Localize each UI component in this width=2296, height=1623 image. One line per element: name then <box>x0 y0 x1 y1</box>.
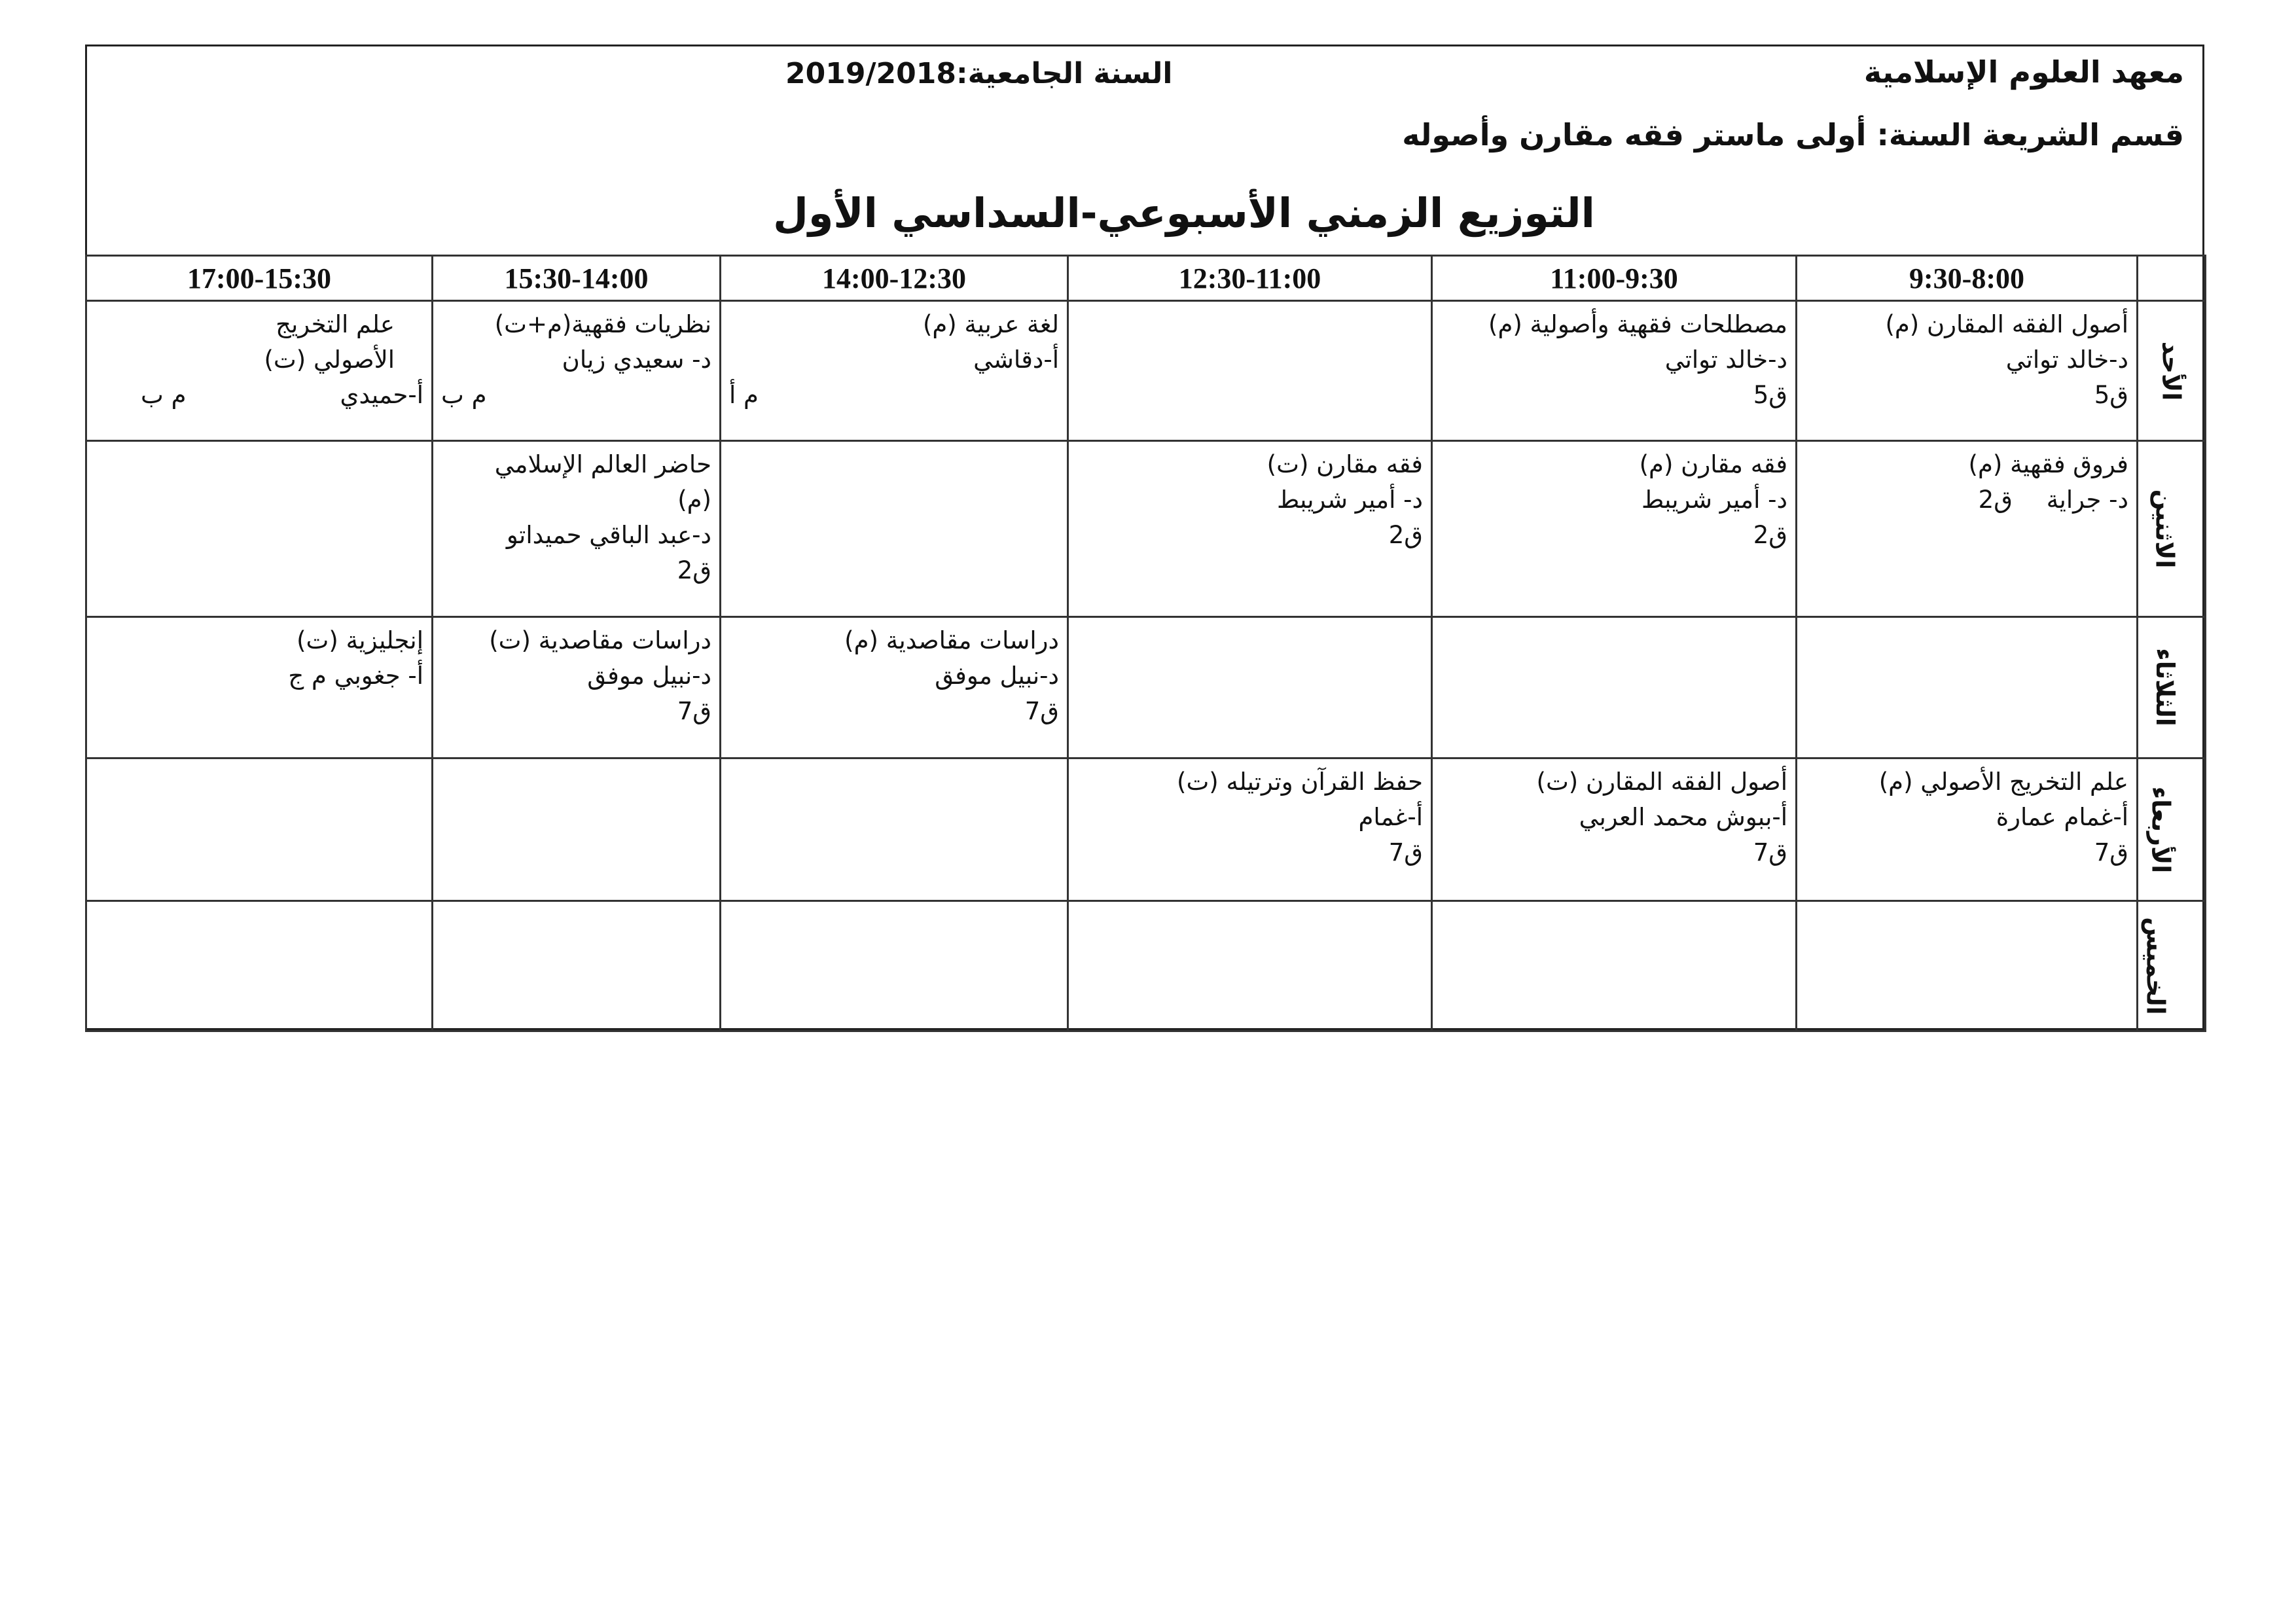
schedule-cell-empty <box>1432 616 1797 758</box>
schedule-cell <box>433 441 721 617</box>
room-label: ق7 <box>1024 696 1059 725</box>
course-name-cont: (م) <box>677 486 711 514</box>
schedule-cell <box>721 616 1068 758</box>
time-slot-header: 14:00-12:30 <box>721 256 1068 301</box>
department-line: قسم الشريعة السنة: أولى ماستر فقه مقارن وأصوله <box>1402 117 2184 152</box>
time-slot-header: 12:30-11:00 <box>1068 256 1432 301</box>
time-slot-header: 9:30-8:00 <box>1797 256 2138 301</box>
course-name: علم التخريج الأصولي (م) <box>1878 767 2128 796</box>
schedule-cell-empty <box>1068 616 1432 758</box>
course-name: مصطلحات فقهية وأصولية (م) <box>1488 310 1787 338</box>
day-row-monday <box>86 441 2206 617</box>
schedule-cell <box>1797 301 2138 441</box>
teacher-name: د- سعيدي زيان <box>562 346 711 374</box>
course-name: دراسات مقاصدية (م) <box>844 626 1059 654</box>
teacher-name: أ-دقاشي <box>973 346 1059 374</box>
schedule-cell <box>1068 441 1432 617</box>
schedule-cell <box>1432 301 1797 441</box>
schedule-cell <box>1432 441 1797 617</box>
course-name: حاضر العالم الإسلامي <box>494 450 711 479</box>
schedule-table <box>85 255 2206 1032</box>
teacher-name: أ-حميدي <box>340 381 423 409</box>
course-name: أصول الفقه المقارن (م) <box>1885 310 2128 338</box>
page-title: التوزيع الزمني الأسبوعي-السداسي الأول <box>773 189 1595 237</box>
room-label: ق5 <box>1753 381 1787 409</box>
schedule-cell <box>86 301 433 441</box>
teacher-name: د-نبيل موفق <box>587 661 711 690</box>
room-label: ق7 <box>677 696 711 725</box>
room-label: ق7 <box>1753 838 1787 866</box>
day-row-wednesday <box>86 758 2206 901</box>
course-name-cont: الأصولي (ت) <box>264 346 395 374</box>
course-name: فروق فقهية (م) <box>1968 450 2128 479</box>
academic-year: السنة الجامعية:2019/2018 <box>785 57 1173 90</box>
schedule-cell-empty <box>86 441 433 617</box>
schedule-cell-empty <box>433 758 721 901</box>
day-label: الأربعاء <box>2138 758 2206 901</box>
schedule-cell-empty <box>1068 901 1432 1031</box>
schedule-cell <box>1432 758 1797 901</box>
room-label: م ب <box>441 381 487 409</box>
day-label: الاثنين <box>2138 441 2206 617</box>
day-row-sunday <box>86 301 2206 441</box>
schedule-cell <box>1068 758 1432 901</box>
room-label: م أ <box>729 381 759 409</box>
day-label: الخميس <box>2138 901 2206 1031</box>
schedule-cell <box>433 301 721 441</box>
schedule-cell <box>1797 758 2138 901</box>
teacher-name: أ-غمام عمارة <box>1996 802 2128 831</box>
schedule-cell-empty <box>86 901 433 1031</box>
schedule-cell-empty <box>1797 901 2138 1031</box>
day-row-thursday <box>86 901 2206 1031</box>
day-label: الأحد <box>2138 301 2206 441</box>
room-label: ق2 <box>1388 521 1423 550</box>
schedule-cell-empty <box>721 441 1068 617</box>
time-header-row <box>86 256 2206 301</box>
room-label: ق5 <box>2094 381 2128 409</box>
room-label: ق2 <box>677 556 711 585</box>
schedule-cell-empty <box>1797 616 2138 758</box>
time-slot-header: 11:00-9:30 <box>1432 256 1797 301</box>
course-name: إنجليزية (ت) <box>296 626 423 654</box>
schedule-cell-empty <box>721 758 1068 901</box>
teacher-name: د- أمير شريبط <box>1641 486 1787 514</box>
day-row-tuesday <box>86 616 2206 758</box>
day-label: الثلاثاء <box>2138 616 2206 758</box>
teacher-name: د-خالد تواتي <box>2005 346 2128 374</box>
course-name: علم التخريج <box>276 310 395 338</box>
course-name: دراسات مقاصدية (ت) <box>489 626 711 654</box>
teacher-name: د- أمير شريبط <box>1276 486 1423 514</box>
course-name: حفظ القرآن وترتيله (ت) <box>1177 767 1423 796</box>
room-label: ق2 <box>1978 486 2013 514</box>
course-name: لغة عربية (م) <box>922 310 1059 338</box>
schedule-cell <box>1797 441 2138 617</box>
room-label: م ب <box>141 381 187 409</box>
teacher-name: أ-ببوش محمد العربي <box>1579 802 1787 831</box>
time-slot-header: 17:00-15:30 <box>86 256 433 301</box>
schedule-document <box>85 45 2204 1030</box>
room-label: ق7 <box>1388 838 1423 866</box>
course-name: نظريات فقهية(م+ت) <box>494 310 711 338</box>
schedule-cell-empty <box>1432 901 1797 1031</box>
schedule-cell <box>86 616 433 758</box>
teacher-name: أ-غمام <box>1358 802 1423 831</box>
teacher-name: د-نبيل موفق <box>935 661 1059 690</box>
schedule-cell-empty <box>86 758 433 901</box>
course-name: فقه مقارن (ت) <box>1266 450 1423 479</box>
teacher-name: د-خالد تواتي <box>1664 346 1787 374</box>
schedule-cell-empty <box>433 901 721 1031</box>
teacher-name: أ- جغوبي م ج <box>288 661 423 690</box>
room-label: ق7 <box>2094 838 2128 866</box>
corner-cell <box>2138 256 2206 301</box>
room-label: ق2 <box>1753 521 1787 550</box>
time-slot-header: 15:30-14:00 <box>433 256 721 301</box>
schedule-cell-empty <box>1068 301 1432 441</box>
course-name: فقه مقارن (م) <box>1639 450 1787 479</box>
schedule-cell <box>721 301 1068 441</box>
schedule-cell-empty <box>721 901 1068 1031</box>
institute-name: معهد العلوم الإسلامية <box>1863 54 2184 90</box>
course-name: أصول الفقه المقارن (ت) <box>1536 767 1787 796</box>
schedule-cell <box>433 616 721 758</box>
teacher-name: د- جراية <box>2046 486 2128 514</box>
teacher-name: د-عبد الباقي حميداتو <box>506 521 711 550</box>
